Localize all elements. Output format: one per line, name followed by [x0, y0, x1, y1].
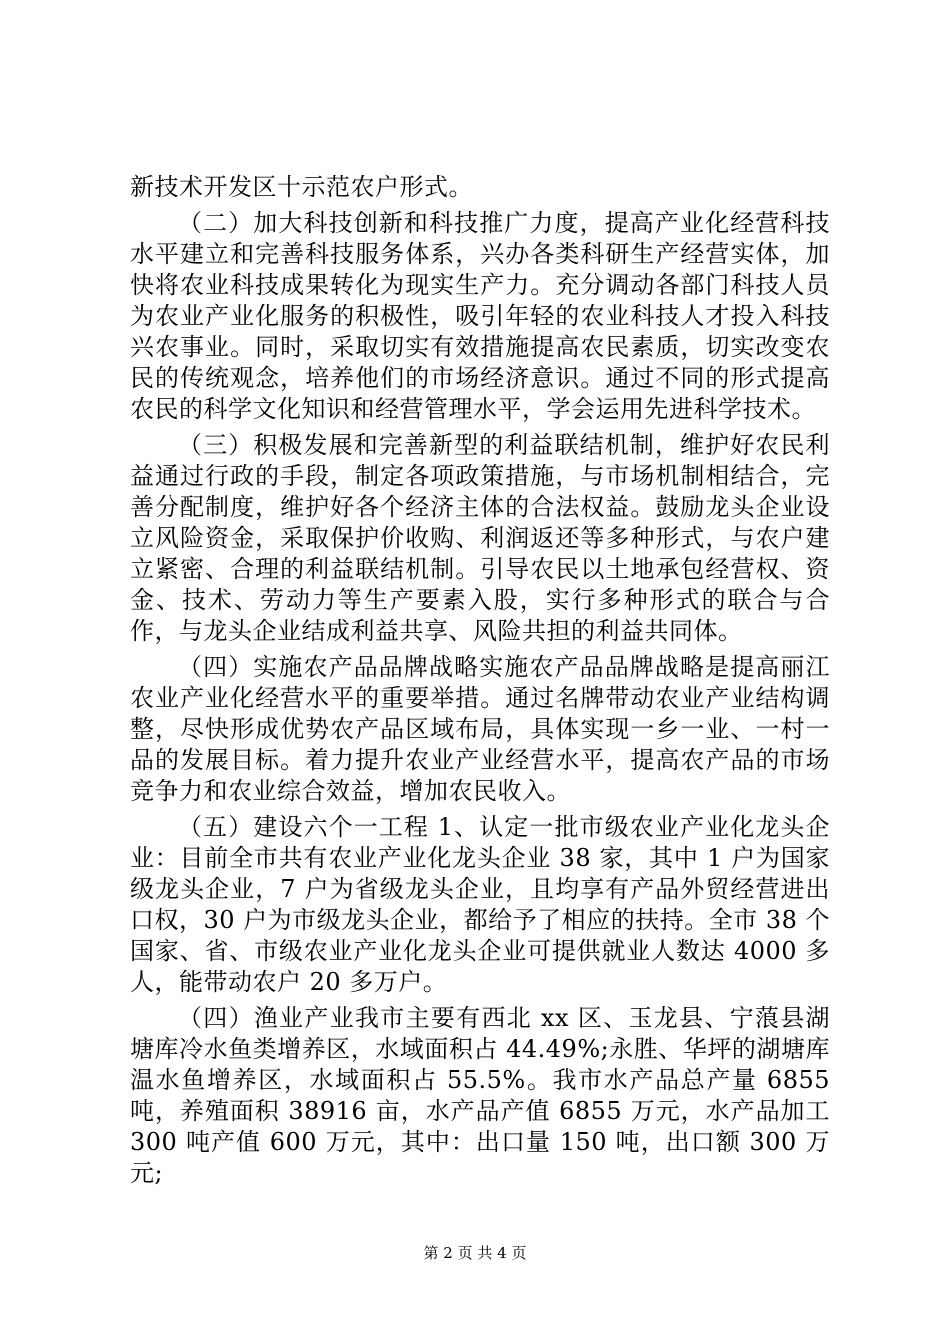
page-number-footer: 第 2 页 共 4 页 — [423, 1244, 527, 1262]
paragraph-section-5-six-one-project: （五）建设六个一工程 1、认定一批市级农业产业化龙头企业：目前全市共有农业产业化龙头企业 38 家，其中 1 户为国家级龙头企业，7 户为省级龙头企业，且均享有产品外贸经营进出口权，30 户为市级龙头企业，都给予了相应的扶持。全市 38 个国家、省、市级农业产业化龙头企业可提供就业人数达 4000 多人，能带动农户 20 多万户。 — [130, 813, 830, 996]
paragraph-section-4-fishery: （四）渔业产业我市主要有西北 xx 区、玉龙县、宁蒗县湖塘库冷水鱼类增养区，水域面积占 44.49%;永胜、华坪的湖塘库温水鱼增养区，水域面积占 55.5%。我市水产品总产量 6855 吨，养殖面积 38916 亩，水产品产值 6855 万元，水产品加工 300 吨产值 600 万元，其中：出口量 150 吨，出口额 300 万元; — [130, 1004, 830, 1187]
paragraph-section-4-brand-strategy: （四）实施农产品品牌战略实施农产品品牌战略是提高丽江农业产业化经营水平的重要举措。通过名牌带动农业产业结构调整，尽快形成优势农产品区域布局，具体实现一乡一业、一村一品的发展目标。着力提升农业产业经营水平，提高农产品的市场竞争力和农业综合效益，增加农民收入。 — [130, 653, 830, 805]
paragraph-section-3-interest-mechanism: （三）积极发展和完善新型的利益联结机制，维护好农民利益通过行政的手段，制定各项政策措施，与市场机制相结合，完善分配制度，维护好各个经济主体的合法权益。鼓励龙头企业设立风险资金，采取保护价收购、利润返还等多种形式，与农户建立紧密、合理的利益联结机制。引导农民以土地承包经营权、资金、技术、劳动力等生产要素入股，实行多种形式的联合与合作，与龙头企业结成利益共享、风险共担的利益共同体。 — [130, 431, 830, 645]
document-body — [130, 172, 830, 1189]
paragraph-continuation: 新技术开发区十示范农户形式。 — [130, 173, 473, 201]
paragraph-section-2-technology: （二）加大科技创新和科技推广力度，提高产业化经营科技水平建立和完善科技服务体系，兴办各类科研生产经营实体，加快将农业科技成果转化为现实生产力。充分调动各部门科技人员为农业产业化服务的积极性，吸引年轻的农业科技人才投入科技兴农事业。同时，采取切实有效措施提高农民素质，切实改变农民的传统观念，培养他们的市场经济意识。通过不同的形式提高农民的科学文化知识和经营管理水平，学会运用先进科学技术。 — [130, 209, 830, 423]
